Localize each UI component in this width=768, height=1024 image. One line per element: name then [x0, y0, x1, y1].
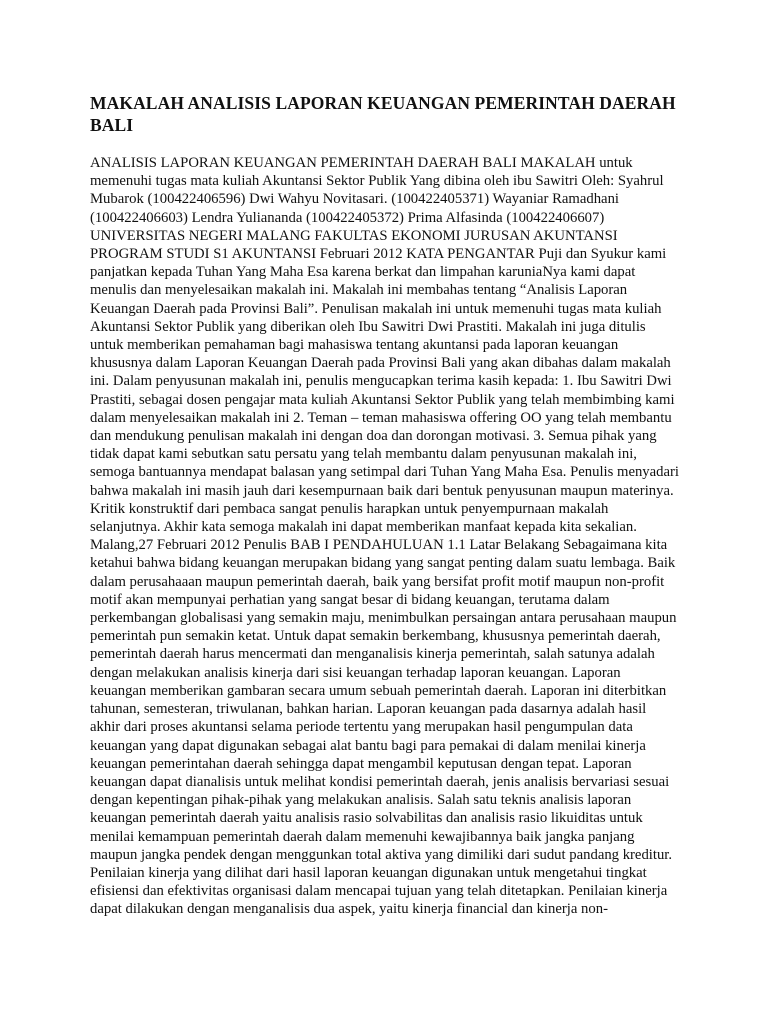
- document-title: MAKALAH ANALISIS LAPORAN KEUANGAN PEMERINTAH DAERAH BALI: [90, 93, 676, 135]
- document-page: [90, 92, 680, 919]
- document-body-paragraph: ANALISIS LAPORAN KEUANGAN PEMERINTAH DAERAH BALI MAKALAH untuk memenuhi tugas mata kuliah Akuntansi Sektor Publik Yang dibina oleh ibu Sawitri Oleh: Syahrul Mubarok (100422406596) Dwi Wahyu Novitasari. (100422405371) Wayaniar Ramadhani (100422406603) Lendra Yuliananda (100422405372) Prima Alfasinda (100422406607) UNIVERSITAS NEGERI MALANG FAKULTAS EKONOMI JURUSAN AKUNTANSI PROGRAM STUDI S1 AKUNTANSI Februari 2012 KATA PENGANTAR Puji dan Syukur kami panjatkan kepada Tuhan Yang Maha Esa karena berkat dan limpahan karuniaNya kami dapat menulis dan menyelesaikan makalah ini. Makalah ini membahas tentang “Analisis Laporan Keuangan Daerah pada Provinsi Bali”. Penulisan makalah ini untuk memenuhi tugas mata kuliah Akuntansi Sektor Publik yang diberikan oleh Ibu Sawitri Dwi Prastiti. Makalah ini juga ditulis untuk memberikan pemahaman bagi mahasiswa tentang akuntansi pada laporan keuangan khususnya dalam Laporan Keuangan Daerah pada Provinsi Bali yang akan dibahas dalam makalah ini. Dalam penyusunan makalah ini, penulis mengucapkan terima kasih kepada: 1. Ibu Sawitri Dwi Prastiti, sebagai dosen pengajar mata kuliah Akuntansi Sektor Publik yang telah membimbing kami dalam menyelesaikan makalah ini 2. Teman – teman mahasiswa offering OO yang telah membantu dan mendukung penulisan makalah ini dengan doa dan dorongan motivasi. 3. Semua pihak yang tidak dapat kami sebutkan satu persatu yang telah membantu dalam penyusunan makalah ini, semoga bantuannya mendapat balasan yang setimpal dari Tuhan Yang Maha Esa. Penulis menyadari bahwa makalah ini masih jauh dari kesempurnaan baik dari bentuk penyusunan maupun materinya. Kritik konstruktif dari pembaca sangat penulis harapkan untuk penyempurnaan makalah selanjutnya. Akhir kata semoga makalah ini dapat memberikan manfaat kepada kita sekalian. Malang,27 Februari 2012 Penulis BAB I PENDAHULUAN 1.1 Latar Belakang Sebagaimana kita ketahui bahwa bidang keuangan merupakan bidang yang sangat penting dalam suatu lembaga. Baik dalam perusahaaan maupun pemerintah daerah, baik yang bersifat profit motif maupun non-profit motif akan mempunyai perhatian yang sangat besar di bidang keuangan, terutama dalam perkembangan globalisasi yang semakin maju, menimbulkan persaingan antara perusahaan maupun pemerintah pun semakin ketat. Untuk dapat semakin berkembang, khususnya pemerintah daerah, pemerintah daerah harus mencermati dan menganalisis kinerja pemerintah, salah satunya adalah dengan melakukan analisis kinerja dari sisi keuangan terhadap laporan keuangan. Laporan keuangan memberikan gambaran secara umum sebuah pemerintah daerah. Laporan ini diterbitkan tahunan, semesteran, triwulanan, bahkan harian. Laporan keuangan pada dasarnya adalah hasil akhir dari proses akuntansi selama periode tertentu yang merupakan hasil pengumpulan data keuangan yang dapat digunakan sebagai alat bantu bagi para pemakai di dalam menilai kinerja keuangan pemerintahan daerah sehingga dapat mengambil keputusan dengan tepat. Laporan keuangan dapat dianalisis untuk melihat kondisi pemerintah daerah, jenis analisis bervariasi sesuai dengan kepentingan pihak-pihak yang melakukan analisis. Salah satu teknis analisis laporan keuangan pemerintah daerah yaitu analisis rasio solvabilitas dan analisis rasio likuiditas untuk menilai kemampuan pemerintah daerah dalam memenuhi kewajibannya baik jangka panjang maupun jangka pendek dengan menggunkan total aktiva yang dimiliki dari sudut pandang kreditur. Penilaian kinerja yang dilihat dari hasil laporan keuangan digunakan untuk mengetahui tingkat efisiensi dan efektivitas organisasi dalam mencapai tujuan yang telah ditetapkan. Penilaian kinerja dapat dilakukan dengan menganalisis dua aspek, yaitu kinerja financial dan kinerja non-: [90, 155, 680, 918]
